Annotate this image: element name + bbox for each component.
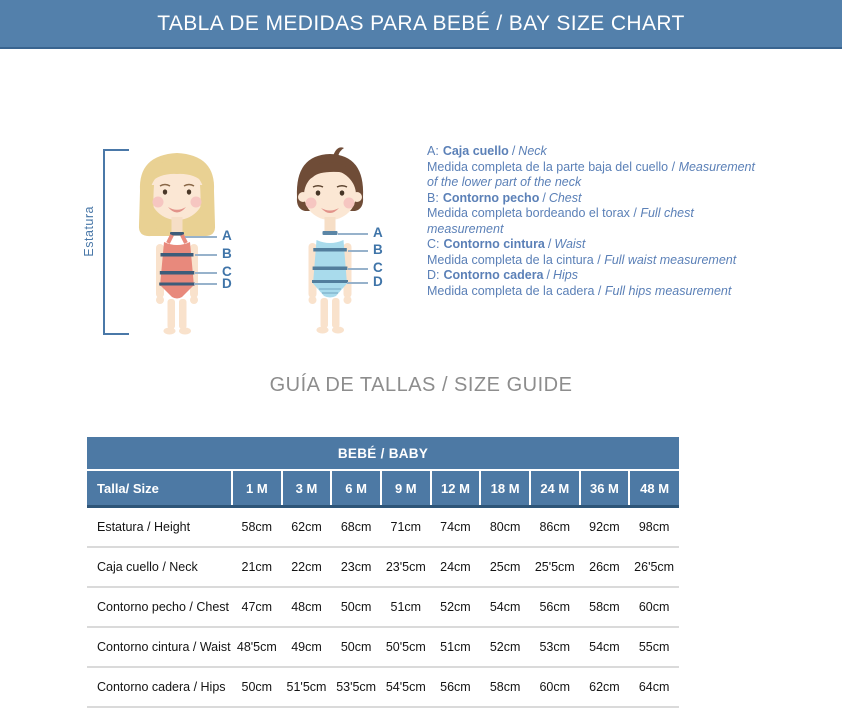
value-cell: 25cm [480,547,530,587]
height-bracket-top-tick [103,149,129,151]
value-cell: 49cm [282,627,332,667]
value-cell: 58cm [580,587,630,627]
measure-line-boy-d [347,282,368,284]
value-cell: 92cm [580,507,630,548]
value-cell: 60cm [629,587,679,627]
legend-letter: C: [427,237,440,251]
table-size-row [87,470,679,507]
value-cell: 25'5cm [530,547,580,587]
legend-desc-es: Medida completa de la parte baja del cuello / [427,159,676,174]
value-cell: 80cm [480,507,530,548]
size-table [87,437,679,708]
size-header-cell: 48 M [629,470,679,507]
marker-boy-a: A [373,225,383,240]
value-cell: 74cm [431,507,481,548]
size-header-cell: 1 M [232,470,282,507]
value-cell: 52cm [480,627,530,667]
size-header-cell: 3 M [282,470,332,507]
marker-girl-d: D [222,276,232,291]
value-cell: 68cm [331,507,381,548]
legend-desc-en: Measurement of the lower part of the neck [427,159,755,189]
row-label-cell: Contorno pecho / Chest [87,587,232,627]
legend-letter: A: [427,144,439,158]
measure-line-girl-d [194,283,217,285]
marker-girl-a: A [222,228,232,243]
size-guide-heading: GUÍA DE TALLAS / SIZE GUIDE [269,374,573,396]
legend-title [427,144,761,160]
value-cell: 50cm [331,627,381,667]
legend-name-es: Contorno pecho [442,190,540,205]
legend-item-c [427,237,761,268]
size-header-cell: 24 M [530,470,580,507]
page-title: TABLA DE MEDIDAS PARA BEBÉ / BAY SIZE CHART [157,11,685,35]
legend-desc-es: Medida completa de la cintura / [427,252,601,267]
marker-girl-c: C [222,264,232,279]
height-bracket-bottom-tick [103,333,129,335]
value-cell: 58cm [480,667,530,707]
legend-name-en: Hips [553,268,579,282]
measurement-legend [427,144,761,299]
legend-letter: B: [427,190,439,205]
value-cell: 56cm [431,667,481,707]
size-header-cell: 36 M [580,470,630,507]
value-cell: 71cm [381,507,431,548]
value-cell: 26cm [580,547,630,587]
value-cell: 50cm [331,587,381,627]
value-cell: 62cm [282,507,332,548]
legend-desc [427,160,761,191]
row-label-cell: Caja cuello / Neck [87,547,232,587]
value-cell: 23'5cm [381,547,431,587]
measure-line-girl-c [195,272,217,274]
value-cell: 62cm [580,667,630,707]
marker-boy-b: B [373,242,383,257]
value-cell: 56cm [530,587,580,627]
value-cell: 54'5cm [381,667,431,707]
legend-item-d [427,268,761,299]
height-label: Estatura [82,206,96,257]
measure-line-boy-a [338,233,368,235]
value-cell: 64cm [629,667,679,707]
legend-separator: / [542,190,546,205]
boy-illustration [283,147,377,337]
legend-name-en: Chest [548,190,582,205]
value-cell: 51cm [431,627,481,667]
size-header-cell: 9 M [381,470,431,507]
marker-boy-d: D [373,274,383,289]
value-cell: 58cm [232,507,282,548]
table-row-waist [87,627,679,667]
table-row-hips [87,667,679,707]
legend-title [427,191,761,207]
legend-separator: / [547,237,552,251]
value-cell: 60cm [530,667,580,707]
legend-item-b [427,191,761,238]
size-header-cell: 18 M [480,470,530,507]
legend-desc-es: Medida completa bordeando el torax / [427,206,637,220]
value-cell: 47cm [232,587,282,627]
legend-desc [427,206,761,237]
measure-line-boy-b [348,250,368,252]
height-bracket-line [103,149,105,335]
value-cell: 53'5cm [331,667,381,707]
size-header-cell: 12 M [431,470,481,507]
table-group-row [87,437,679,470]
value-cell: 48'5cm [232,627,282,667]
value-cell: 22cm [282,547,332,587]
value-cell: 48cm [282,587,332,627]
row-label-cell: Contorno cintura / Waist [87,627,232,667]
legend-item-a [427,144,761,191]
girl-illustration [130,147,224,337]
value-cell: 52cm [431,587,481,627]
value-cell: 26'5cm [629,547,679,587]
value-cell: 54cm [580,627,630,667]
value-cell: 24cm [431,547,481,587]
legend-name-es: Contorno cintura [443,237,545,251]
legend-title [427,268,761,284]
group-header-cell: BEBÉ / BABY [87,437,679,470]
table-row-chest [87,587,679,627]
row-header-cell: Talla/ Size [87,470,232,507]
value-cell: 21cm [232,547,282,587]
legend-desc-en: Full hips measurement [604,283,732,298]
value-cell: 50'5cm [381,627,431,667]
value-cell: 53cm [530,627,580,667]
value-cell: 55cm [629,627,679,667]
measure-line-girl-b [195,254,217,256]
value-cell: 51cm [381,587,431,627]
value-cell: 54cm [480,587,530,627]
value-cell: 23cm [331,547,381,587]
legend-desc [427,284,761,300]
legend-name-en: Neck [518,144,547,158]
value-cell: 98cm [629,507,679,548]
row-label-cell: Contorno cadera / Hips [87,667,232,707]
measure-line-boy-c [348,268,368,270]
legend-name-en: Waist [554,237,586,251]
legend-name-es: Contorno cadera [443,268,544,282]
legend-letter: D: [427,268,440,282]
header-banner [0,0,842,49]
value-cell: 51'5cm [282,667,332,707]
marker-boy-c: C [373,260,383,275]
legend-name-es: Caja cuello [442,144,509,158]
legend-title [427,237,761,253]
size-header-cell: 6 M [331,470,381,507]
legend-desc [427,253,761,269]
table-row-neck [87,547,679,587]
row-label-cell: Estatura / Height [87,507,232,548]
legend-desc-en: Full waist measurement [604,252,737,267]
legend-desc-en: Full chest measurement [427,206,694,236]
value-cell: 86cm [530,507,580,548]
legend-separator: / [546,268,550,282]
measure-line-girl-a [185,236,217,238]
legend-separator: / [511,144,516,158]
value-cell: 50cm [232,667,282,707]
legend-desc-es: Medida completa de la cadera / [427,283,602,298]
table-row-height [87,507,679,548]
marker-girl-b: B [222,246,232,261]
